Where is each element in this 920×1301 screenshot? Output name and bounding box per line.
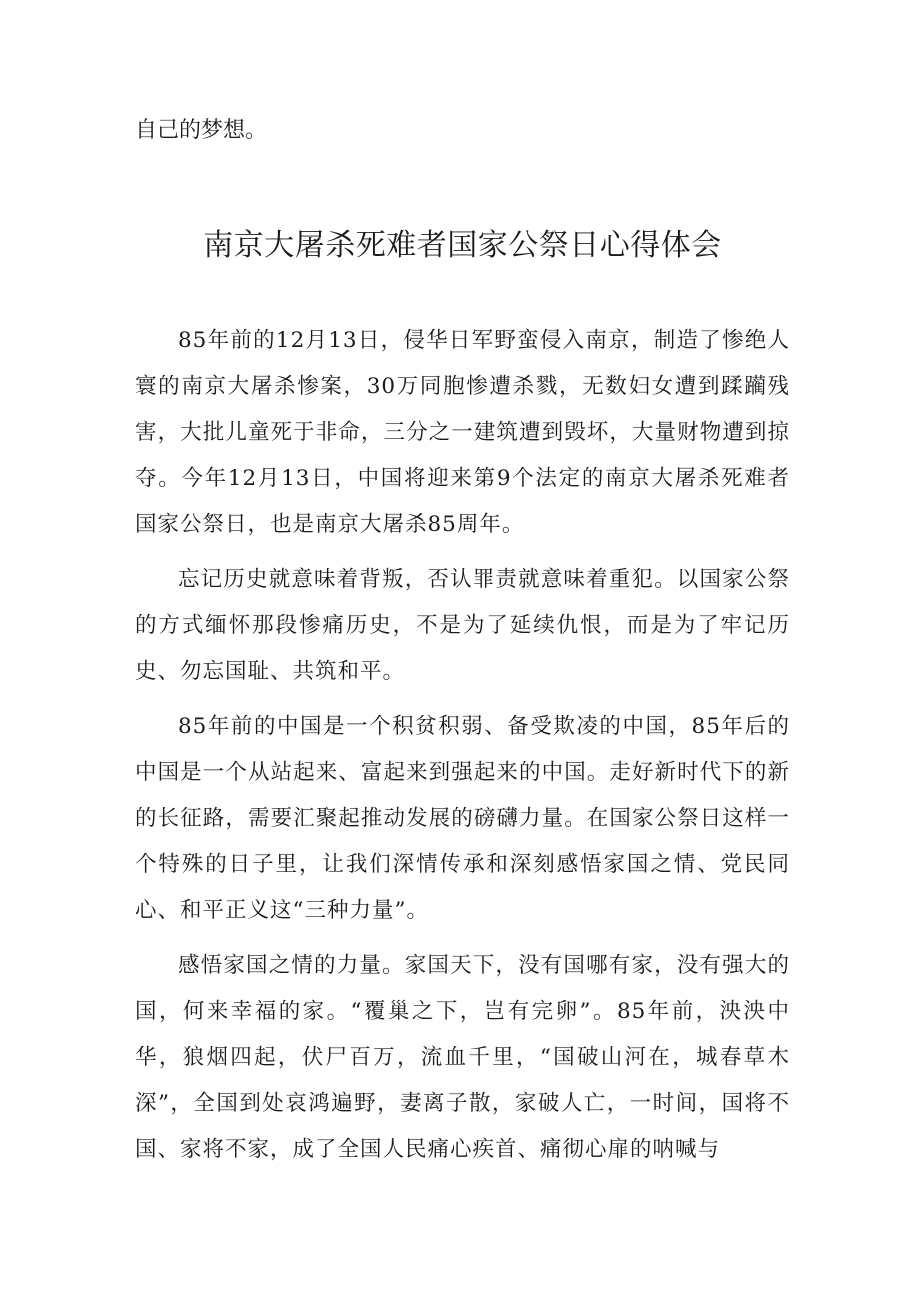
paragraph-3: 85年前的中国是一个积贫积弱、备受欺凌的中国，85年后的中国是一个从站起来、富起来到强起来的中国。走好新时代下的新的长征路，需要汇聚起推动发展的磅礴力量。在国家公祭日这样一个特殊的日子里，让我们深情传承和深刻感悟家国之情、党民同心、和平正义这“三种力量”。 [135,714,790,923]
paragraph-4: 感悟家国之情的力量。家国天下，没有国哪有家，没有强大的国，何来幸福的家。“覆巢之下，岂有完卵”。85年前，泱泱中华，狼烟四起，伏尸百万，流血千里，“国破山河在，城春草木深”，全国到处哀鸿遍野，妻离子散，家破人亡，一时间，国将不国、家将不家，成了全国人民痛心疾首、痛彻心扉的呐喊与 [135,953,790,1162]
document-body [135,318,790,1182]
paragraph-2: 忘记历史就意味着背叛，否认罪责就意味着重犯。以国家公祭的方式缅怀那段惨痛历史，不是为了延续仇恨，而是为了牢记历史、勿忘国耻、共筑和平。 [135,567,790,684]
paragraph-1: 85年前的12月13日，侵华日军野蛮侵入南京，制造了惨绝人寰的南京大屠杀惨案，30万同胞惨遭杀戮，无数妇女遭到蹂躏残害，大批儿童死于非命，三分之一建筑遭到毁坏，大量财物遭到掠夺。今年12月13日，中国将迎来第9个法定的南京大屠杀死难者国家公祭日，也是南京大屠杀85周年。 [135,328,790,537]
document-title: 南京大屠杀死难者国家公祭日心得体会 [203,228,722,263]
continued-text-line: 自己的梦想。 [135,118,268,143]
